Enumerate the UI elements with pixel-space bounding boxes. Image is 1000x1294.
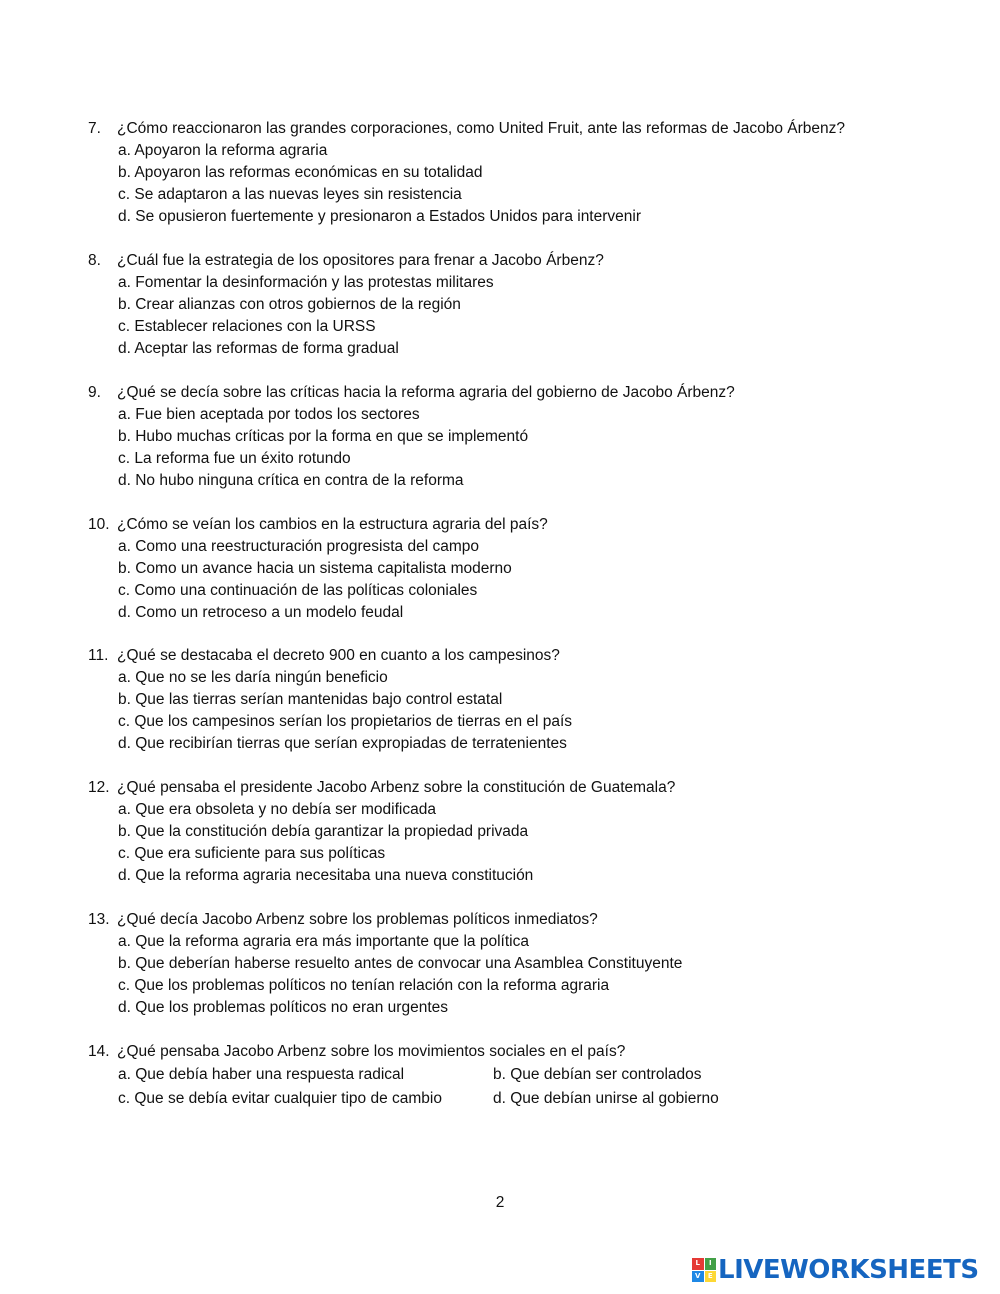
answer-option[interactable]: c. Que era suficiente para sus políticas [118, 845, 386, 862]
liveworksheets-logo [692, 1255, 979, 1285]
question-14 [88, 1041, 968, 1110]
question-text: ¿Qué se decía sobre las críticas hacia la reforma agraria del gobierno de Jacobo Árbenz? [117, 384, 735, 401]
answer-option[interactable]: d. Que los problemas políticos no eran urgentes [118, 999, 448, 1016]
answer-option[interactable]: a. Apoyaron la reforma agraria [118, 142, 328, 159]
logo-mark-letter: I [705, 1258, 717, 1270]
answer-option[interactable]: b. Hubo muchas críticas por la forma en que se implementó [118, 428, 529, 445]
question-13 [88, 909, 968, 1019]
answer-option[interactable]: b. Que la constitución debía garantizar la propiedad privada [118, 823, 529, 840]
answer-option[interactable]: d. Aceptar las reformas de forma gradual [118, 340, 399, 357]
answer-option[interactable]: d. Que la reforma agraria necesitaba una nueva constitución [118, 867, 534, 884]
answer-options-grid [88, 1064, 968, 1110]
answer-option[interactable]: c. La reforma fue un éxito rotundo [118, 450, 351, 467]
answer-option[interactable]: d. Que recibirían tierras que serían expropiadas de terratenientes [118, 735, 567, 752]
question-12 [88, 777, 968, 887]
question-text: ¿Cuál fue la estrategia de los opositores para frenar a Jacobo Árbenz? [117, 252, 604, 269]
answer-option[interactable]: b. Que las tierras serían mantenidas bajo control estatal [118, 691, 503, 708]
answer-option[interactable]: a. Que no se les daría ningún beneficio [118, 669, 388, 686]
answer-option[interactable]: c. Que los campesinos serían los propietarios de tierras en el país [118, 713, 573, 730]
question-number: 12. [88, 779, 110, 796]
question-number: 11. [88, 647, 109, 664]
answer-option[interactable]: c. Se adaptaron a las nuevas leyes sin resistencia [118, 186, 462, 203]
question-8 [88, 250, 968, 360]
answer-option[interactable]: d. Como un retroceso a un modelo feudal [118, 604, 404, 621]
answer-option[interactable]: c. Que se debía evitar cualquier tipo de cambio [118, 1090, 442, 1107]
question-number: 13. [88, 911, 110, 928]
question-text: ¿Cómo se veían los cambios en la estructura agraria del país? [117, 516, 548, 533]
answer-option[interactable]: b. Apoyaron las reformas económicas en su totalidad [118, 164, 483, 181]
logo-mark-letter: V [692, 1271, 704, 1283]
answer-option[interactable]: a. Que debía haber una respuesta radical [118, 1066, 405, 1083]
question-number: 10. [88, 516, 110, 533]
answer-option[interactable]: b. Crear alianzas con otros gobiernos de la región [118, 296, 461, 313]
answer-option[interactable]: a. Que la reforma agraria era más importante que la política [118, 933, 529, 950]
answer-option[interactable]: c. Establecer relaciones con la URSS [118, 318, 376, 335]
answer-option[interactable]: c. Como una continuación de las políticas coloniales [118, 582, 478, 599]
answer-option[interactable]: d. No hubo ninguna crítica en contra de la reforma [118, 472, 464, 489]
answer-option[interactable]: b. Que deberían haberse resuelto antes de convocar una Asamblea Constituyente [118, 955, 683, 972]
question-text: ¿Qué se destacaba el decreto 900 en cuanto a los campesinos? [117, 647, 560, 664]
logo-mark-icon [692, 1258, 716, 1282]
answer-option[interactable]: d. Que debían unirse al gobierno [493, 1090, 719, 1107]
question-10 [88, 514, 968, 624]
answer-option[interactable]: a. Fomentar la desinformación y las protestas militares [118, 274, 494, 291]
question-number: 7. [88, 120, 101, 137]
question-number: 14. [88, 1043, 110, 1060]
question-text: ¿Qué pensaba Jacobo Arbenz sobre los movimientos sociales en el país? [117, 1043, 626, 1060]
answer-option[interactable]: b. Que debían ser controlados [493, 1066, 702, 1083]
question-9 [88, 382, 968, 492]
question-text: ¿Qué decía Jacobo Arbenz sobre los problemas políticos inmediatos? [117, 911, 598, 928]
question-number: 8. [88, 252, 101, 269]
answer-option[interactable]: a. Como una reestructuración progresista del campo [118, 538, 479, 555]
question-7 [88, 118, 968, 228]
question-11 [88, 645, 968, 755]
logo-text: LIVEWORKSHEETS [718, 1255, 979, 1285]
logo-mark-letter: E [705, 1271, 717, 1283]
answer-option[interactable]: a. Que era obsoleta y no debía ser modificada [118, 801, 436, 818]
answer-option[interactable]: a. Fue bien aceptada por todos los sectores [118, 406, 420, 423]
page-number: 2 [495, 1194, 505, 1211]
answer-option[interactable]: d. Se opusieron fuertemente y presionaron a Estados Unidos para intervenir [118, 208, 641, 225]
answer-option[interactable]: b. Como un avance hacia un sistema capitalista moderno [118, 560, 512, 577]
question-text: ¿Qué pensaba el presidente Jacobo Arbenz sobre la constitución de Guatemala? [117, 779, 676, 796]
question-number: 9. [88, 384, 101, 401]
question-text: ¿Cómo reaccionaron las grandes corporaciones, como United Fruit, ante las reformas de Jacobo Árbenz? [117, 120, 846, 137]
logo-mark-letter: L [692, 1258, 704, 1270]
answer-option[interactable]: c. Que los problemas políticos no tenían relación con la reforma agraria [118, 977, 610, 994]
